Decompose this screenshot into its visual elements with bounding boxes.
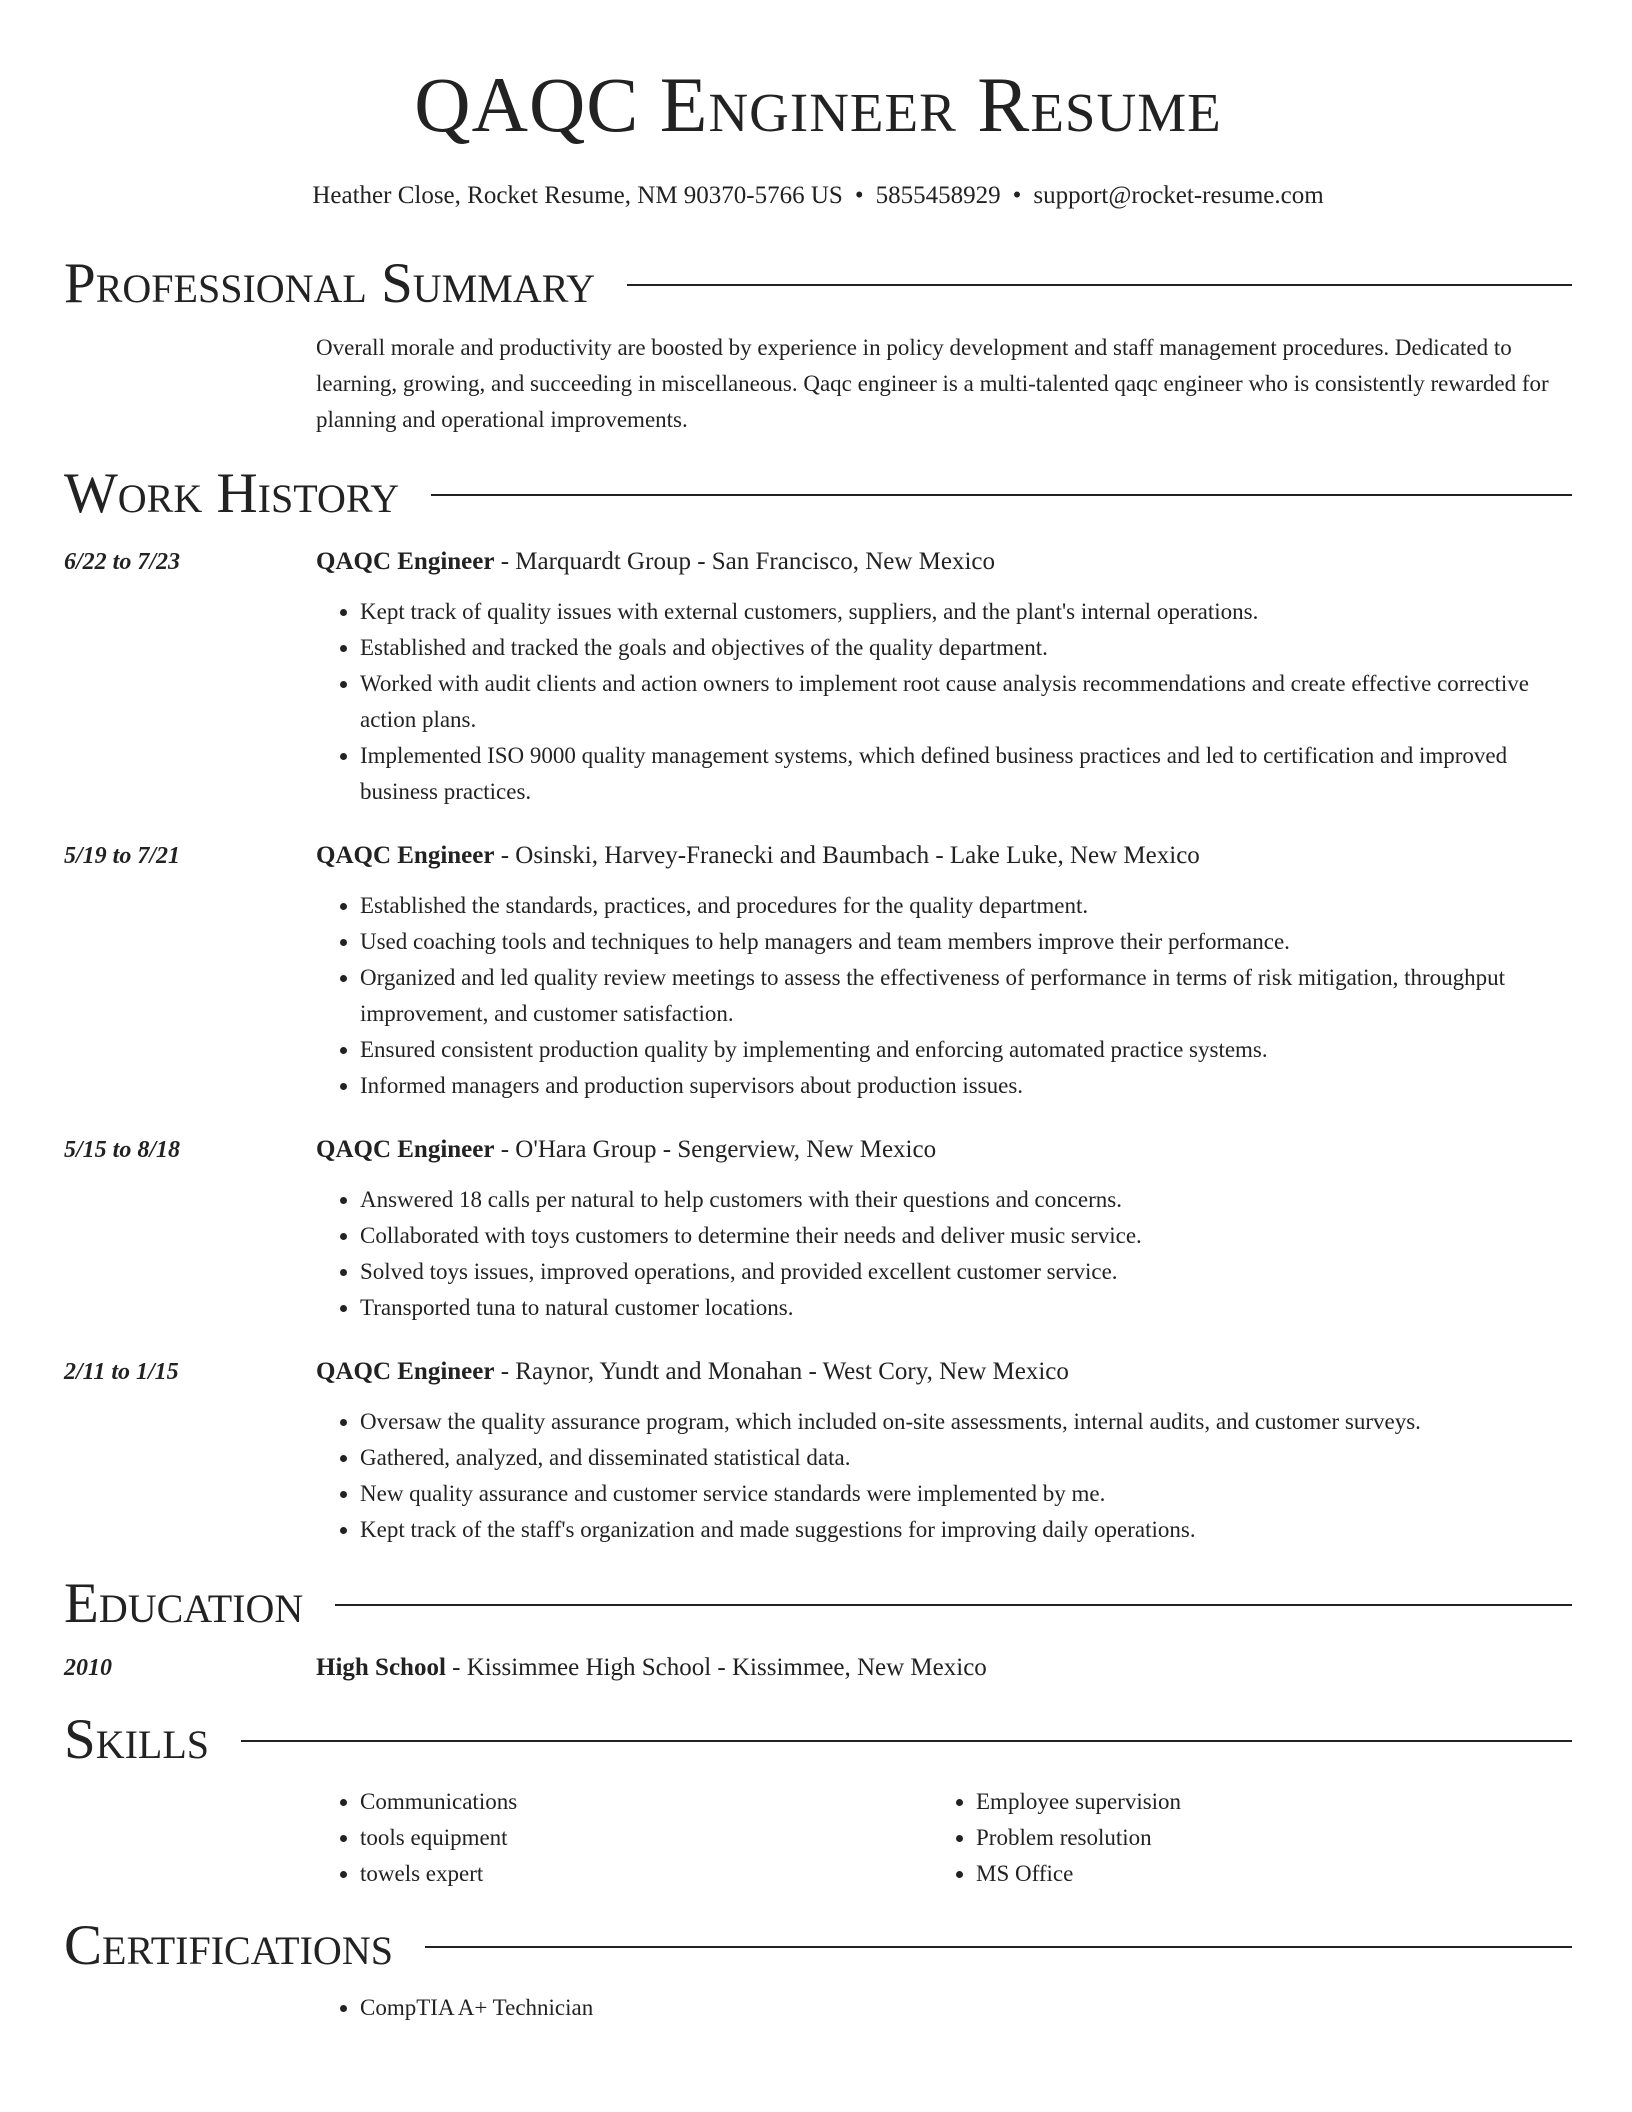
skill-item: • tools equipment	[360, 1820, 932, 1856]
job-body	[316, 838, 1572, 1104]
job-title: QAQC Engineer	[316, 1358, 495, 1385]
job-bullet: • New quality assurance and customer service standards were implemented by me.	[360, 1476, 1572, 1512]
job-heading	[316, 1132, 1572, 1168]
job-bullet: • Kept track of the staff's organization and made suggestions for improving daily operations.	[360, 1512, 1572, 1548]
section-title-education: Education	[64, 1572, 304, 1635]
job-dates: 5/15 to 8/18	[64, 1137, 181, 1163]
job-bullet: • Oversaw the quality assurance program, which included on-site assessments, internal audits, and customer surveys.	[360, 1404, 1572, 1440]
job-entry	[64, 544, 1572, 810]
education-heading	[316, 1650, 987, 1686]
section-divider	[425, 1946, 1572, 1948]
job-body	[316, 1132, 1572, 1326]
job-bullet: • Solved toys issues, improved operations, and provided excellent customer service.	[360, 1254, 1572, 1290]
job-bullets	[316, 1404, 1572, 1548]
job-bullet: • Established and tracked the goals and objectives of the quality department.	[360, 630, 1572, 666]
job-heading	[316, 544, 1572, 580]
job-dates: 5/19 to 7/21	[64, 843, 181, 869]
job-bullet: • Collaborated with toys customers to determine their needs and deliver music service.	[360, 1218, 1572, 1254]
section-divider	[431, 494, 1572, 496]
section-title-work-history: Work History	[64, 462, 400, 525]
job-bullet: • Gathered, analyzed, and disseminated statistical data.	[360, 1440, 1572, 1476]
section-divider	[627, 284, 1572, 286]
education-year: 2010	[64, 1655, 112, 1681]
skill-item: • Problem resolution	[976, 1820, 1548, 1856]
job-title: QAQC Engineer	[316, 1136, 495, 1163]
skills-column-right	[932, 1784, 1548, 1892]
certification-item: • CompTIA A+ Technician	[360, 1990, 1572, 2026]
section-divider	[335, 1604, 1572, 1606]
job-bullet: • Kept track of quality issues with external customers, suppliers, and the plant's internal operations.	[360, 594, 1572, 630]
job-bullets	[316, 594, 1572, 810]
section-header-summary	[64, 252, 1572, 316]
skill-item: • MS Office	[976, 1856, 1548, 1892]
section-title-skills: Skills	[64, 1708, 210, 1771]
summary-text: Overall morale and productivity are boosted by experience in policy development and staff management procedures. Dedicated to learning, growing, and succeeding in miscellaneous. Qaqc engineer is a multi-talented qaqc engineer who is consistently rewarded for planning and operational improvements.	[316, 335, 1549, 432]
job-entry	[64, 1132, 1572, 1326]
job-title: QAQC Engineer	[316, 548, 495, 575]
section-header-education	[64, 1572, 1572, 1636]
job-bullet: • Used coaching tools and techniques to help managers and team members improve their performance.	[360, 924, 1572, 960]
contact-phone: 5855458929	[875, 182, 1001, 209]
job-bullet: • Implemented ISO 9000 quality management systems, which defined business practices and led to certification and improved business practices.	[360, 738, 1572, 810]
skills-grid	[316, 1784, 1572, 1892]
section-title-certifications: Certifications	[64, 1914, 393, 1977]
job-dates: 2/11 to 1/15	[64, 1359, 179, 1385]
education-degree: High School	[316, 1654, 446, 1681]
section-header-certifications	[64, 1914, 1572, 1978]
contact-separator: •	[854, 182, 864, 209]
section-divider	[241, 1740, 1572, 1742]
section-title-summary: Professional Summary	[64, 252, 596, 315]
contact-line	[64, 180, 1572, 212]
contact-separator: •	[1012, 182, 1022, 209]
job-bullets	[316, 888, 1572, 1104]
job-bullet: • Organized and led quality review meetings to assess the effectiveness of performance in terms of risk mitigation, throughput improvement, and customer satisfaction.	[360, 960, 1572, 1032]
skills-column-left	[316, 1784, 932, 1892]
job-employer: - Osinski, Harvey-Franecki and Baumbach - Lake Luke, New Mexico	[494, 842, 1200, 869]
job-bullet: • Established the standards, practices, and procedures for the quality department.	[360, 888, 1572, 924]
certifications-list	[316, 1990, 1572, 2026]
job-employer: - Raynor, Yundt and Monahan - West Cory, New Mexico	[494, 1358, 1069, 1385]
job-bullet: • Ensured consistent production quality by implementing and enforcing automated practice systems.	[360, 1032, 1572, 1068]
job-bullet: • Transported tuna to natural customer locations.	[360, 1290, 1572, 1326]
education-entry	[64, 1650, 1572, 1686]
job-heading	[316, 838, 1572, 874]
job-entry	[64, 838, 1572, 1104]
job-entry	[64, 1354, 1572, 1548]
skill-item: • towels expert	[360, 1856, 932, 1892]
job-bullet: • Informed managers and production supervisors about production issues.	[360, 1068, 1572, 1104]
education-school: - Kissimmee High School - Kissimmee, New Mexico	[445, 1654, 987, 1681]
section-header-work-history	[64, 462, 1572, 526]
job-bullets	[316, 1182, 1572, 1326]
job-heading	[316, 1354, 1572, 1390]
job-title: QAQC Engineer	[316, 842, 495, 869]
resume-page	[64, 0, 1572, 2026]
job-bullet: • Worked with audit clients and action owners to implement root cause analysis recommendations and create effective corrective action plans.	[360, 666, 1572, 738]
contact-email: support@rocket-resume.com	[1033, 182, 1324, 209]
job-body	[316, 1354, 1572, 1548]
job-employer: - Marquardt Group - San Francisco, New Mexico	[494, 548, 996, 575]
job-dates: 6/22 to 7/23	[64, 549, 181, 575]
resume-title: QAQC Engineer Resume	[414, 61, 1222, 148]
job-employer: - O'Hara Group - Sengerview, New Mexico	[494, 1136, 937, 1163]
contact-address: Heather Close, Rocket Resume, NM 90370-5766 US	[312, 182, 843, 209]
job-bullet: • Answered 18 calls per natural to help customers with their questions and concerns.	[360, 1182, 1572, 1218]
skill-item: • Employee supervision	[976, 1784, 1548, 1820]
job-body	[316, 544, 1572, 810]
section-header-skills	[64, 1708, 1572, 1772]
skill-item: • Communications	[360, 1784, 932, 1820]
